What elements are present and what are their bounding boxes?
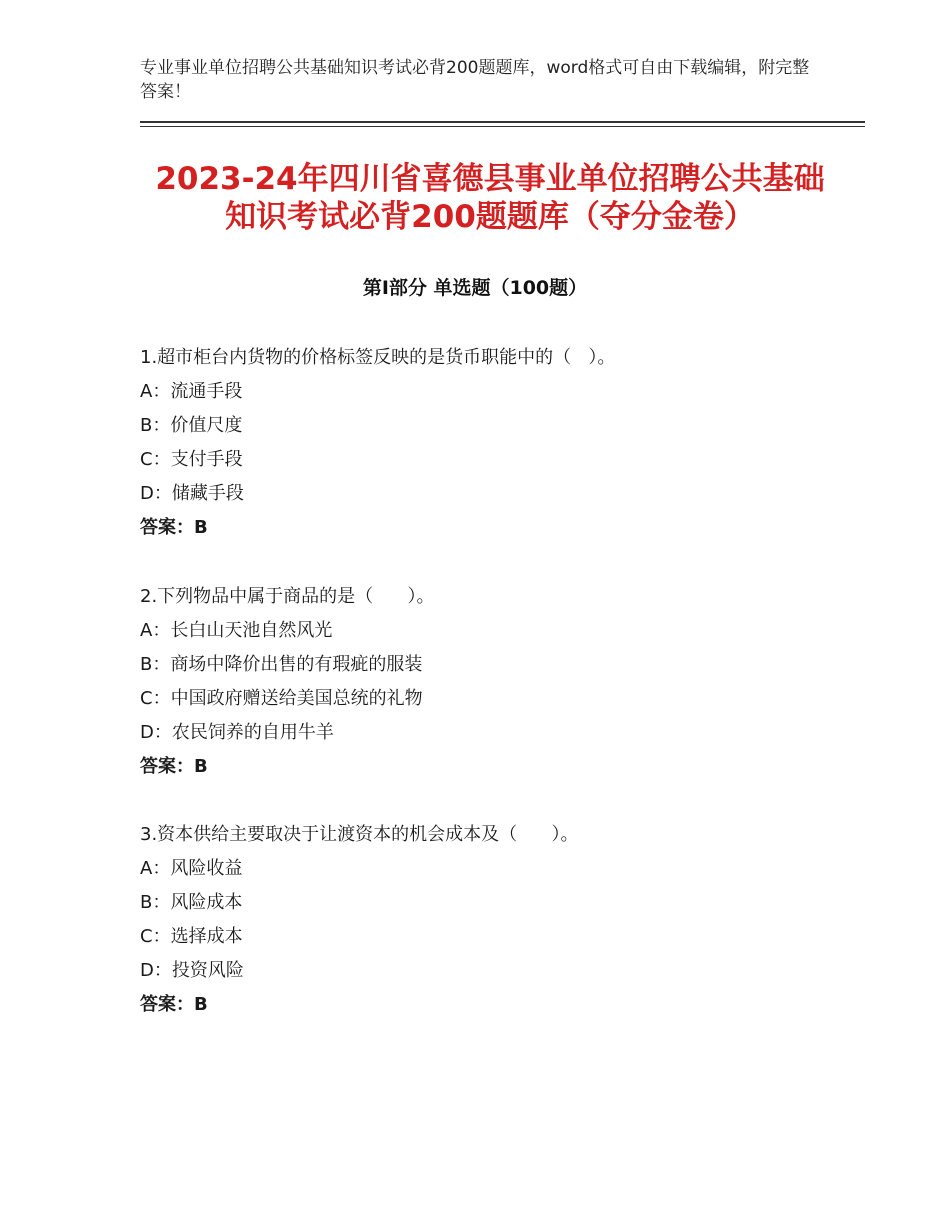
option-a: A：长白山天池自然风光 xyxy=(140,620,333,641)
option-c: C：中国政府赠送给美国总统的礼物 xyxy=(140,688,423,709)
section-heading: 第I部分 单选题（100题） xyxy=(362,277,588,299)
header-rule-thin xyxy=(140,126,865,127)
answer-line: 答案：B xyxy=(140,994,208,1015)
option-b: B：风险成本 xyxy=(140,892,243,913)
question-stem: 3.资本供给主要取决于让渡资本的机会成本及（ ）。 xyxy=(140,824,579,845)
option-b: B：价值尺度 xyxy=(140,415,243,436)
header-note: 专业事业单位招聘公共基础知识考试必背200题题库，word格式可自由下载编辑，附完整答案！ xyxy=(140,58,810,102)
option-a: A：流通手段 xyxy=(140,381,243,402)
option-d: D：农民饲养的自用牛羊 xyxy=(140,722,334,743)
question-stem: 1.超市柜台内货物的价格标签反映的是货币职能中的（ ）。 xyxy=(140,347,616,368)
question-block xyxy=(140,341,860,545)
answer-line: 答案：B xyxy=(140,517,208,538)
question-stem: 2.下列物品中属于商品的是（ ）。 xyxy=(140,586,435,607)
option-d: D：投资风险 xyxy=(140,960,244,981)
header-rule-thick xyxy=(140,121,865,123)
option-b: B：商场中降价出售的有瑕疵的服装 xyxy=(140,654,423,675)
question-block xyxy=(140,580,860,784)
option-c: C：选择成本 xyxy=(140,926,243,947)
document-title: 2023-24年四川省喜德县事业单位招聘公共基础知识考试必背200题题库（夺分金卷） xyxy=(155,161,825,235)
question-block xyxy=(140,818,860,1022)
option-a: A：风险收益 xyxy=(140,858,243,879)
option-c: C：支付手段 xyxy=(140,449,243,470)
answer-line: 答案：B xyxy=(140,756,208,777)
option-d: D：储藏手段 xyxy=(140,483,244,504)
